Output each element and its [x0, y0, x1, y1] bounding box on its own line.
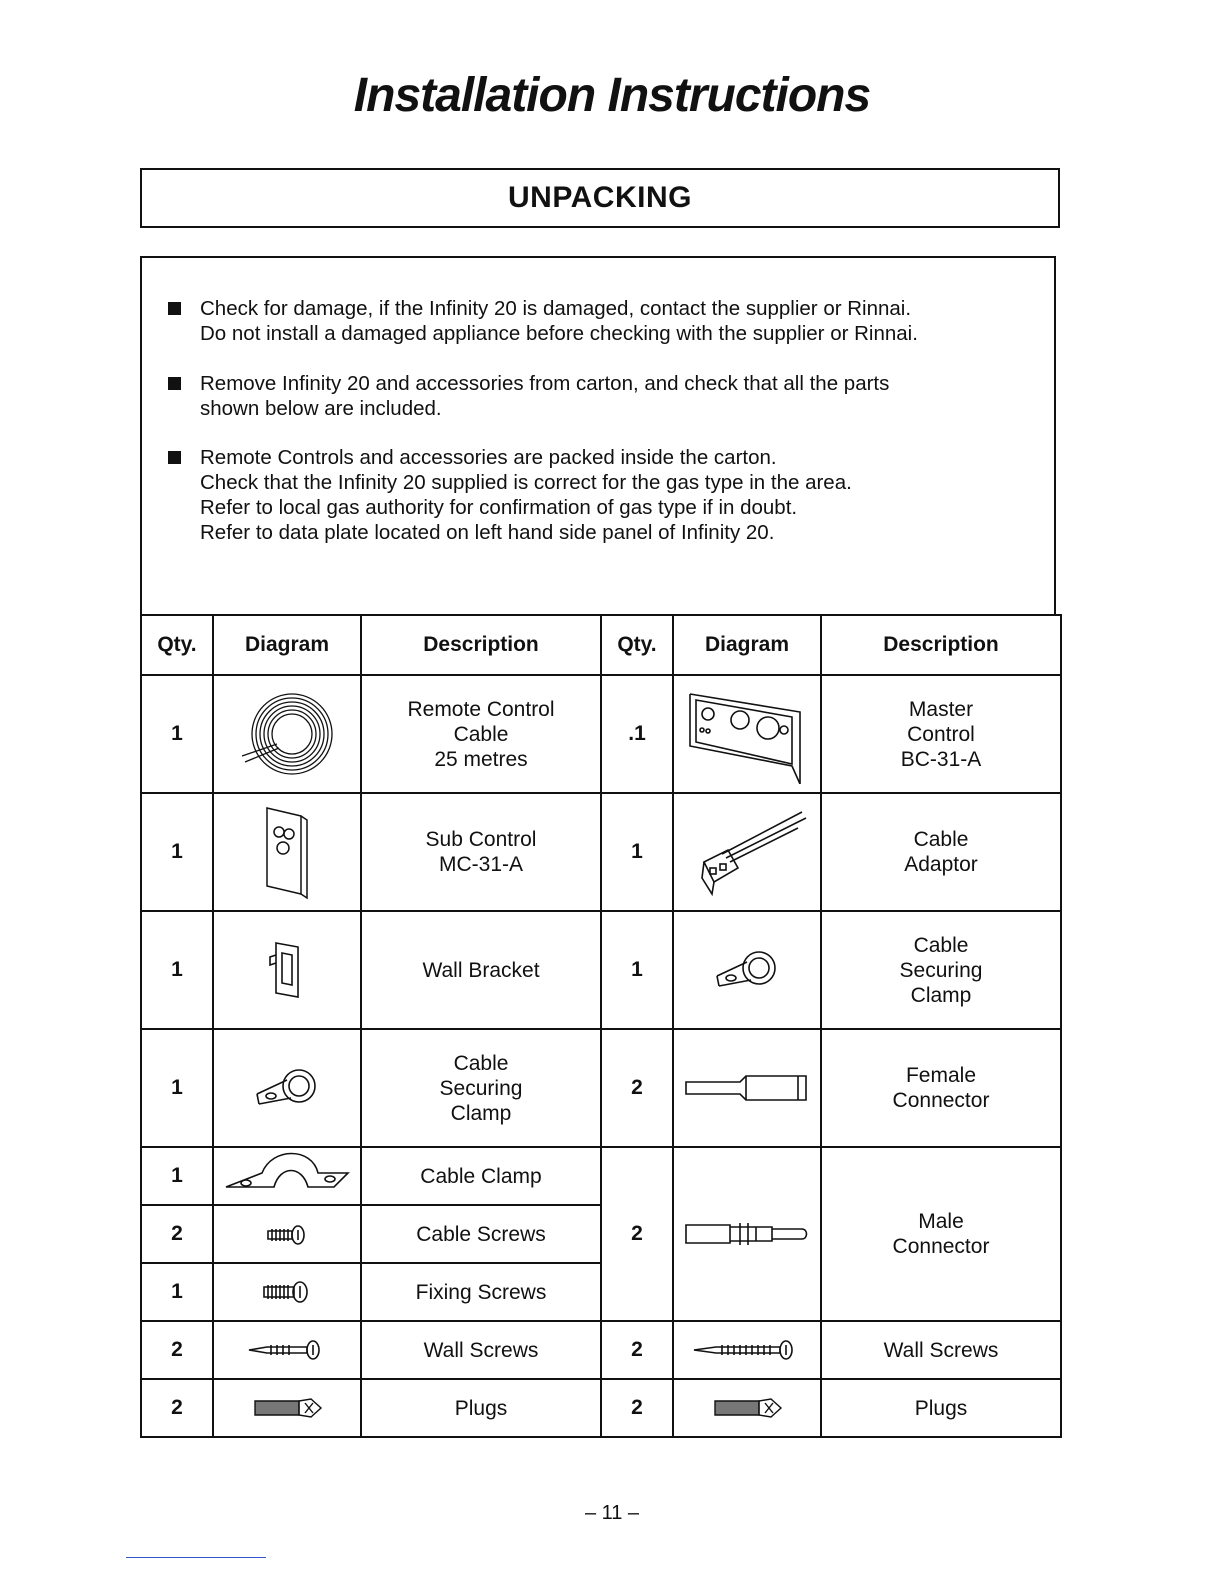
diagram-cell [213, 1321, 361, 1379]
securing-clamp-icon [247, 1058, 327, 1118]
table-row [141, 675, 1061, 793]
cable-screw-icon [262, 1222, 312, 1246]
note-text: Check for damage, if the Infinity 20 is damaged, contact the supplier or Rinnai. Do not install a damaged appliance before checking with the supplier or Rinnai. [200, 297, 918, 345]
description-cell [821, 675, 1061, 793]
description-text: Male Connector [892, 1210, 990, 1258]
description-text: Wall Screws [883, 1338, 999, 1362]
header-description: Description [821, 615, 1061, 675]
qty-cell: 1 [141, 793, 213, 911]
description-cell [821, 911, 1061, 1029]
bullet-square-icon [168, 451, 181, 464]
description-cell [821, 1147, 1061, 1321]
description-cell [361, 1321, 601, 1379]
qty-cell: 1 [601, 911, 673, 1029]
wall-screw-icon [247, 1338, 327, 1362]
description-text: Cable Adaptor [904, 828, 978, 876]
wall-bracket-icon [262, 935, 312, 1005]
table-row [141, 911, 1061, 1029]
qty-cell: 1 [141, 911, 213, 1029]
page-number: – 11 – [584, 1502, 640, 1524]
qty-cell: 2 [141, 1379, 213, 1437]
table-row [141, 1321, 1061, 1379]
page-title: Installation Instructions [353, 69, 871, 122]
description-cell [821, 1379, 1061, 1437]
master-control-icon [682, 684, 812, 784]
description-cell [361, 911, 601, 1029]
diagram-cell [213, 1147, 361, 1205]
description-text: Cable Screws [416, 1222, 546, 1246]
diagram-cell [213, 1029, 361, 1147]
description-cell [361, 793, 601, 911]
qty-cell: 1 [141, 1029, 213, 1147]
qty-cell: 2 [601, 1029, 673, 1147]
description-cell [821, 1029, 1061, 1147]
table-header-row [141, 615, 1061, 675]
note-text: Remote Controls and accessories are packed inside the carton. Check that the Infinity 20 supplied is correct for the gas type in the area. Refer to local gas authority for confirmation of gas type if in doubt. Refer to data plate located on left hand side panel of Infinity 20. [200, 446, 852, 544]
note-text: Remove Infinity 20 and accessories from carton, and check that all the parts shown below are included. [200, 372, 890, 420]
table-row [141, 1029, 1061, 1147]
header-qty: Qty. [601, 615, 673, 675]
cable-adaptor-icon [682, 802, 812, 902]
notes-box [140, 256, 1056, 614]
description-cell [361, 1205, 601, 1263]
description-text: Wall Screws [423, 1338, 539, 1362]
diagram-cell [673, 675, 821, 793]
sub-control-icon [257, 802, 317, 902]
plug-icon [247, 1393, 327, 1423]
description-text: Plugs [454, 1396, 508, 1420]
description-text: Plugs [914, 1396, 968, 1420]
plug-icon [707, 1393, 787, 1423]
header-diagram: Diagram [673, 615, 821, 675]
description-text: Wall Bracket [422, 958, 540, 982]
qty-cell: 1 [141, 1147, 213, 1205]
qty-cell: 2 [601, 1147, 673, 1321]
description-cell [361, 1147, 601, 1205]
bullet-square-icon [168, 377, 181, 390]
female-connector-icon [682, 1068, 812, 1108]
qty-cell: 1 [141, 675, 213, 793]
qty-cell: .1 [601, 675, 673, 793]
wall-screw-icon [692, 1338, 802, 1362]
diagram-cell [673, 1321, 821, 1379]
table-row [141, 793, 1061, 911]
header-qty: Qty. [141, 615, 213, 675]
section-heading: UNPACKING [140, 168, 1060, 228]
diagram-cell [213, 1379, 361, 1437]
fixing-screw-icon [260, 1280, 314, 1304]
male-connector-icon [682, 1219, 812, 1249]
description-cell [361, 1029, 601, 1147]
description-cell [361, 1263, 601, 1321]
description-cell [361, 1379, 601, 1437]
description-text: Sub Control MC-31-A [425, 828, 537, 876]
qty-cell: 1 [601, 793, 673, 911]
cable-clamp-icon [222, 1151, 352, 1201]
diagram-cell [673, 1147, 821, 1321]
description-text: Master Control BC-31-A [900, 697, 982, 771]
cable-coil-icon [237, 684, 337, 784]
bullet-square-icon [168, 302, 181, 315]
diagram-cell [213, 1263, 361, 1321]
diagram-cell [213, 793, 361, 911]
qty-cell: 2 [601, 1321, 673, 1379]
description-cell [821, 793, 1061, 911]
qty-cell: 1 [141, 1263, 213, 1321]
table-row [141, 1147, 1061, 1205]
qty-cell: 2 [601, 1379, 673, 1437]
qty-cell: 2 [141, 1321, 213, 1379]
diagram-cell [673, 911, 821, 1029]
diagram-cell [673, 1379, 821, 1437]
diagram-cell [213, 911, 361, 1029]
description-text: Fixing Screws [415, 1280, 547, 1304]
header-diagram: Diagram [213, 615, 361, 675]
table-row [141, 1379, 1061, 1437]
description-cell [821, 1321, 1061, 1379]
parts-table [140, 614, 1062, 1438]
header-description: Description [361, 615, 601, 675]
description-text: Remote Control Cable 25 metres [407, 697, 555, 771]
securing-clamp-icon [707, 940, 787, 1000]
description-text: Cable Clamp [420, 1164, 542, 1188]
diagram-cell [213, 675, 361, 793]
qty-cell: 2 [141, 1205, 213, 1263]
diagram-cell [673, 793, 821, 911]
description-cell [361, 675, 601, 793]
description-text: Cable Securing Clamp [439, 1051, 523, 1125]
footer-rule [126, 1557, 266, 1558]
description-text: Female Connector [892, 1064, 990, 1112]
description-text: Cable Securing Clamp [899, 933, 983, 1007]
diagram-cell [213, 1205, 361, 1263]
diagram-cell [673, 1029, 821, 1147]
